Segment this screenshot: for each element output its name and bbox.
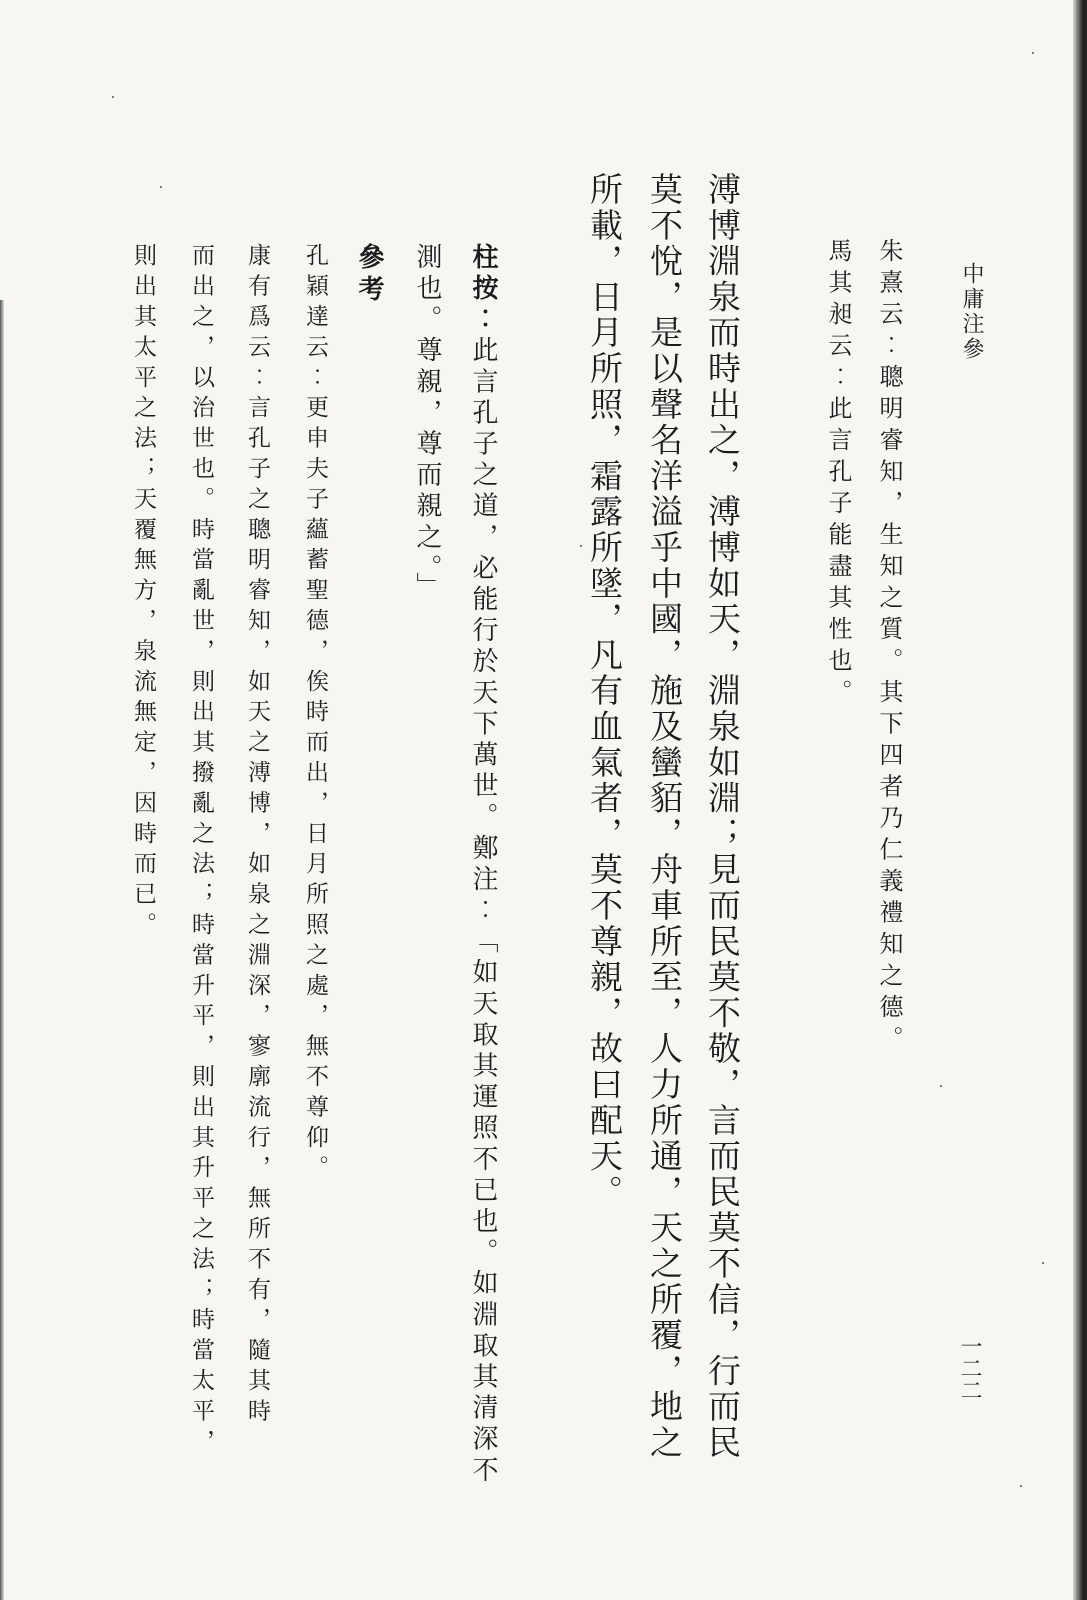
reference-line: 孔穎達云︰更申夫子蘊蓄聖德，俟時而出，日月所照之處，無不尊仰。: [302, 243, 328, 1186]
page-number: 一二二: [957, 1335, 982, 1401]
commentary-line: 測也。尊親，尊而親之。」: [412, 243, 442, 604]
reference-line: 則出其太平之法；天覆無方，泉流無定，因時而已。: [130, 243, 156, 943]
scan-edge-left: [0, 300, 4, 1600]
reference-line: 康有爲云︰言孔子之聰明睿知，如天之溥博，如泉之淵深，寥廓流行，無所不有，隨其時: [244, 243, 270, 1429]
main-text-line: 莫不悅，是以聲名洋溢乎中國，施及蠻貊，舟車所至，人力所通，天之所覆，地之: [645, 172, 684, 1461]
commentary-line: [470, 243, 496, 1487]
quote-ma-qichang: 馬其昶云︰此言孔子能盡其性也。: [824, 238, 852, 711]
scan-speck: [1020, 1485, 1022, 1487]
running-title: 中庸注參: [959, 262, 984, 362]
quote-zhu-xi: 朱熹云︰聰明睿知，生知之質。其下四者乃仁義禮知之德。: [875, 238, 903, 1057]
scan-speck: [940, 1085, 942, 1087]
scan-speck: [1032, 52, 1034, 54]
scan-speck: [112, 96, 114, 98]
commentary-text: 此言孔子之道，必能行於天下萬世。鄭注︰「如天取其運照不已也。如淵取其清深不: [468, 336, 498, 1488]
main-text-line: 溥博淵泉而時出之，溥博如天，淵泉如淵；見而民莫不敬，言而民莫不信，行而民: [703, 172, 742, 1461]
scan-speck: [160, 186, 162, 188]
main-text-line: 所載，日月所照，霜露所墜，凡有血氣者，莫不尊親，故曰配天。: [585, 172, 624, 1211]
reference-line: 而出之，以治世也。時當亂世，則出其撥亂之法；時當升平，則出其升平之法；時當太平，: [188, 243, 214, 1459]
scan-speck: [1042, 1262, 1044, 1264]
scan-speck: [580, 545, 582, 547]
scan-edge-right: [1073, 0, 1087, 1600]
commentary-label: 柱按︰: [468, 243, 498, 337]
reference-heading: 參考: [354, 243, 384, 307]
